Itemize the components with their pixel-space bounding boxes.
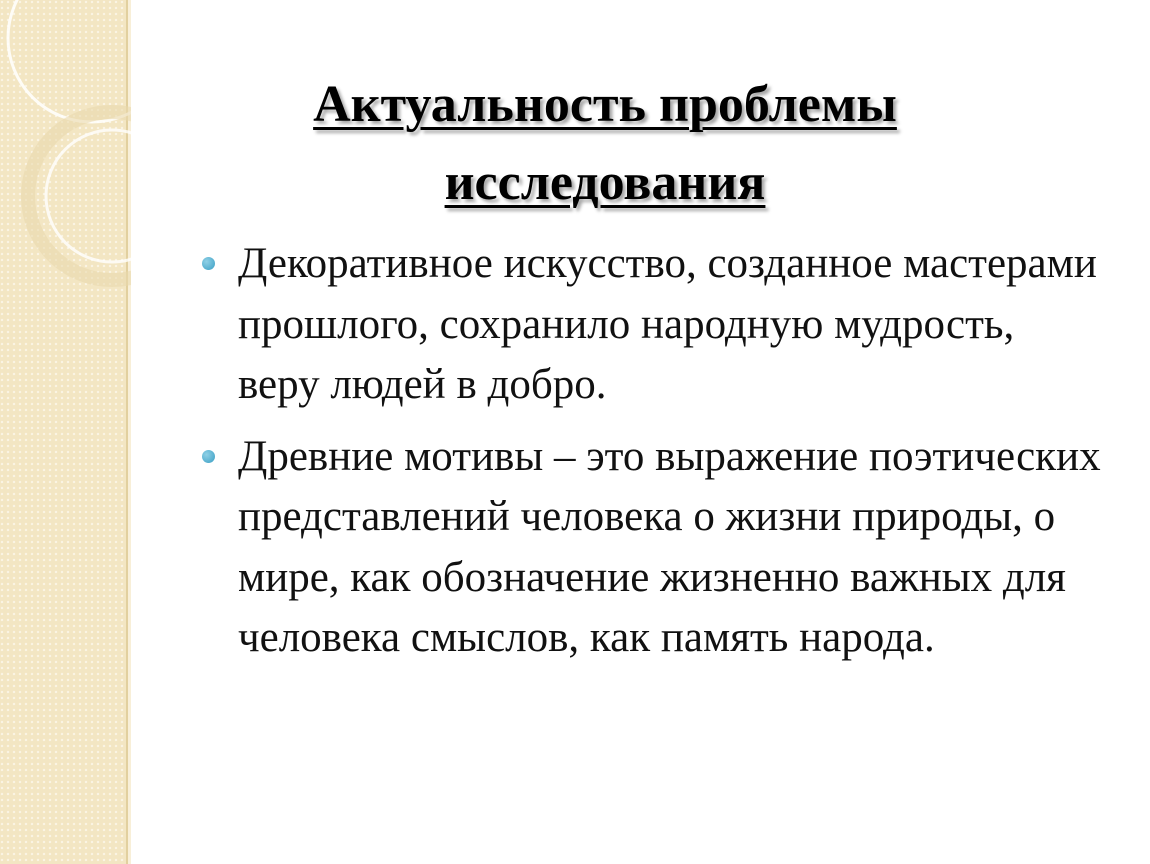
title-line-2: исследования xyxy=(444,154,766,211)
bullet-dot-icon xyxy=(202,257,215,270)
title-line-1: Актуальность проблемы xyxy=(313,76,897,133)
large-ring-decoration xyxy=(8,0,131,122)
list-item xyxy=(202,234,1102,416)
bullet-text: Древние мотивы – это выражение поэтических представлений человека о жизни природы, о мире, как обозначение жизненно важных для человека смыслов, как память народа. xyxy=(238,432,1101,661)
bullet-list xyxy=(202,234,1102,680)
slide-title xyxy=(160,66,1050,222)
bullet-text: Декоративное искусство, созданное мастерами прошлого, сохранило народную мудрость, веру людей в добро. xyxy=(238,240,1097,408)
decorative-circles xyxy=(0,0,131,864)
bullet-dot-icon xyxy=(202,450,215,463)
list-item xyxy=(202,427,1102,669)
inner-ring-decoration xyxy=(46,130,131,262)
